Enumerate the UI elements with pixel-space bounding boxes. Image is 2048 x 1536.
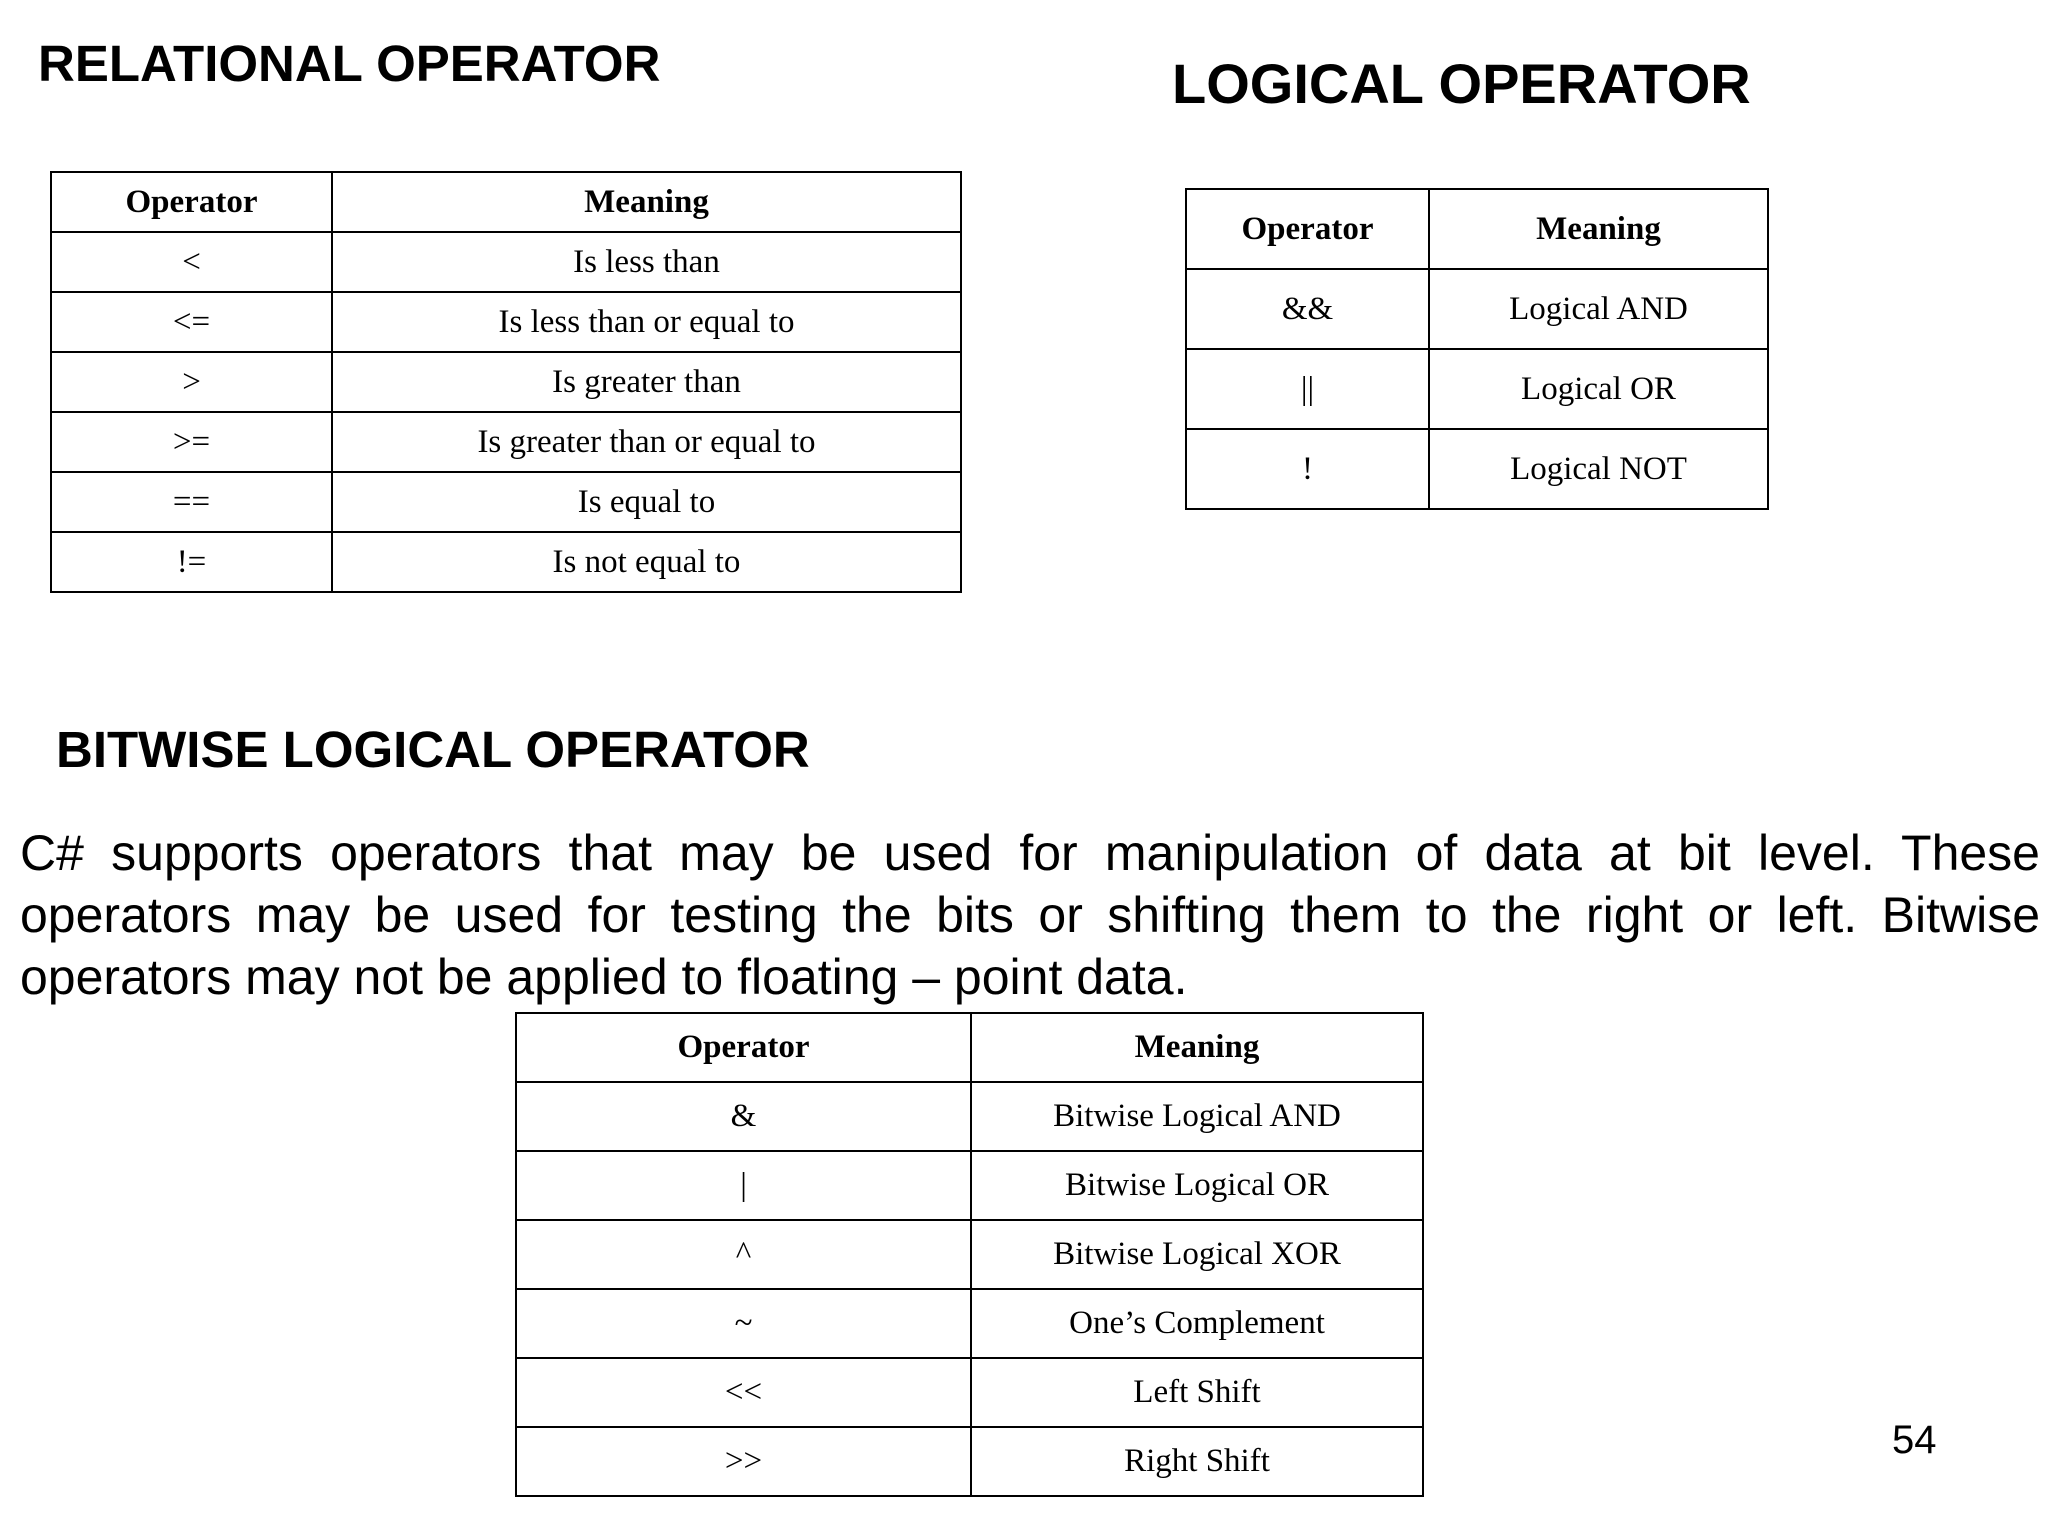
table-row — [51, 412, 961, 472]
operator-cell: >> — [516, 1427, 971, 1496]
operator-cell: ^ — [516, 1220, 971, 1289]
page-number: 54 — [1892, 1418, 1937, 1462]
table-header-row — [516, 1013, 1423, 1082]
logical-operator-heading: LOGICAL OPERATOR — [1172, 52, 1751, 115]
meaning-cell: Logical OR — [1429, 349, 1768, 429]
meaning-cell: Bitwise Logical AND — [971, 1082, 1423, 1151]
operator-cell: > — [51, 352, 332, 412]
table-header-row — [51, 172, 961, 232]
operator-cell: < — [51, 232, 332, 292]
bitwise-operator-table — [515, 1012, 1424, 1497]
operator-cell: ! — [1186, 429, 1429, 509]
operator-cell: << — [516, 1358, 971, 1427]
operator-cell: ~ — [516, 1289, 971, 1358]
operator-column-header: Operator — [51, 172, 332, 232]
meaning-cell: Bitwise Logical OR — [971, 1151, 1423, 1220]
meaning-column-header: Meaning — [971, 1013, 1423, 1082]
table-row — [1186, 429, 1768, 509]
operator-cell: || — [1186, 349, 1429, 429]
operator-column-header: Operator — [516, 1013, 971, 1082]
bitwise-description-paragraph: C# supports operators that may be used for manipulation of data at bit level. These operators may be used for testing the bits or shifting them to the right or left. Bitwise operators may not be applied to floating – point data. — [20, 825, 2040, 1005]
meaning-cell: Right Shift — [971, 1427, 1423, 1496]
table-row — [516, 1082, 1423, 1151]
logical-operator-table — [1185, 188, 1769, 510]
meaning-cell: Is not equal to — [332, 532, 961, 592]
table-row — [51, 532, 961, 592]
operator-cell: && — [1186, 269, 1429, 349]
table-row — [516, 1427, 1423, 1496]
operator-cell: & — [516, 1082, 971, 1151]
table-row — [516, 1358, 1423, 1427]
bitwise-logical-operator-heading: BITWISE LOGICAL OPERATOR — [56, 721, 810, 778]
meaning-cell: Is equal to — [332, 472, 961, 532]
meaning-cell: Logical AND — [1429, 269, 1768, 349]
table-row — [1186, 269, 1768, 349]
table-row — [51, 232, 961, 292]
meaning-cell: Is less than — [332, 232, 961, 292]
table-row — [1186, 349, 1768, 429]
meaning-column-header: Meaning — [332, 172, 961, 232]
table-row — [51, 472, 961, 532]
meaning-cell: Is greater than — [332, 352, 961, 412]
operator-cell: != — [51, 532, 332, 592]
meaning-cell: Logical NOT — [1429, 429, 1768, 509]
operator-cell: <= — [51, 292, 332, 352]
table-row — [516, 1151, 1423, 1220]
meaning-column-header: Meaning — [1429, 189, 1768, 269]
meaning-cell: One’s Complement — [971, 1289, 1423, 1358]
operator-cell: == — [51, 472, 332, 532]
meaning-cell: Left Shift — [971, 1358, 1423, 1427]
operator-cell: >= — [51, 412, 332, 472]
relational-operator-heading: RELATIONAL OPERATOR — [38, 35, 661, 92]
operator-column-header: Operator — [1186, 189, 1429, 269]
table-row — [516, 1220, 1423, 1289]
meaning-cell: Bitwise Logical XOR — [971, 1220, 1423, 1289]
table-header-row — [1186, 189, 1768, 269]
meaning-cell: Is less than or equal to — [332, 292, 961, 352]
relational-operator-table — [50, 171, 962, 593]
meaning-cell: Is greater than or equal to — [332, 412, 961, 472]
table-row — [51, 352, 961, 412]
operator-cell: | — [516, 1151, 971, 1220]
table-row — [51, 292, 961, 352]
table-row — [516, 1289, 1423, 1358]
